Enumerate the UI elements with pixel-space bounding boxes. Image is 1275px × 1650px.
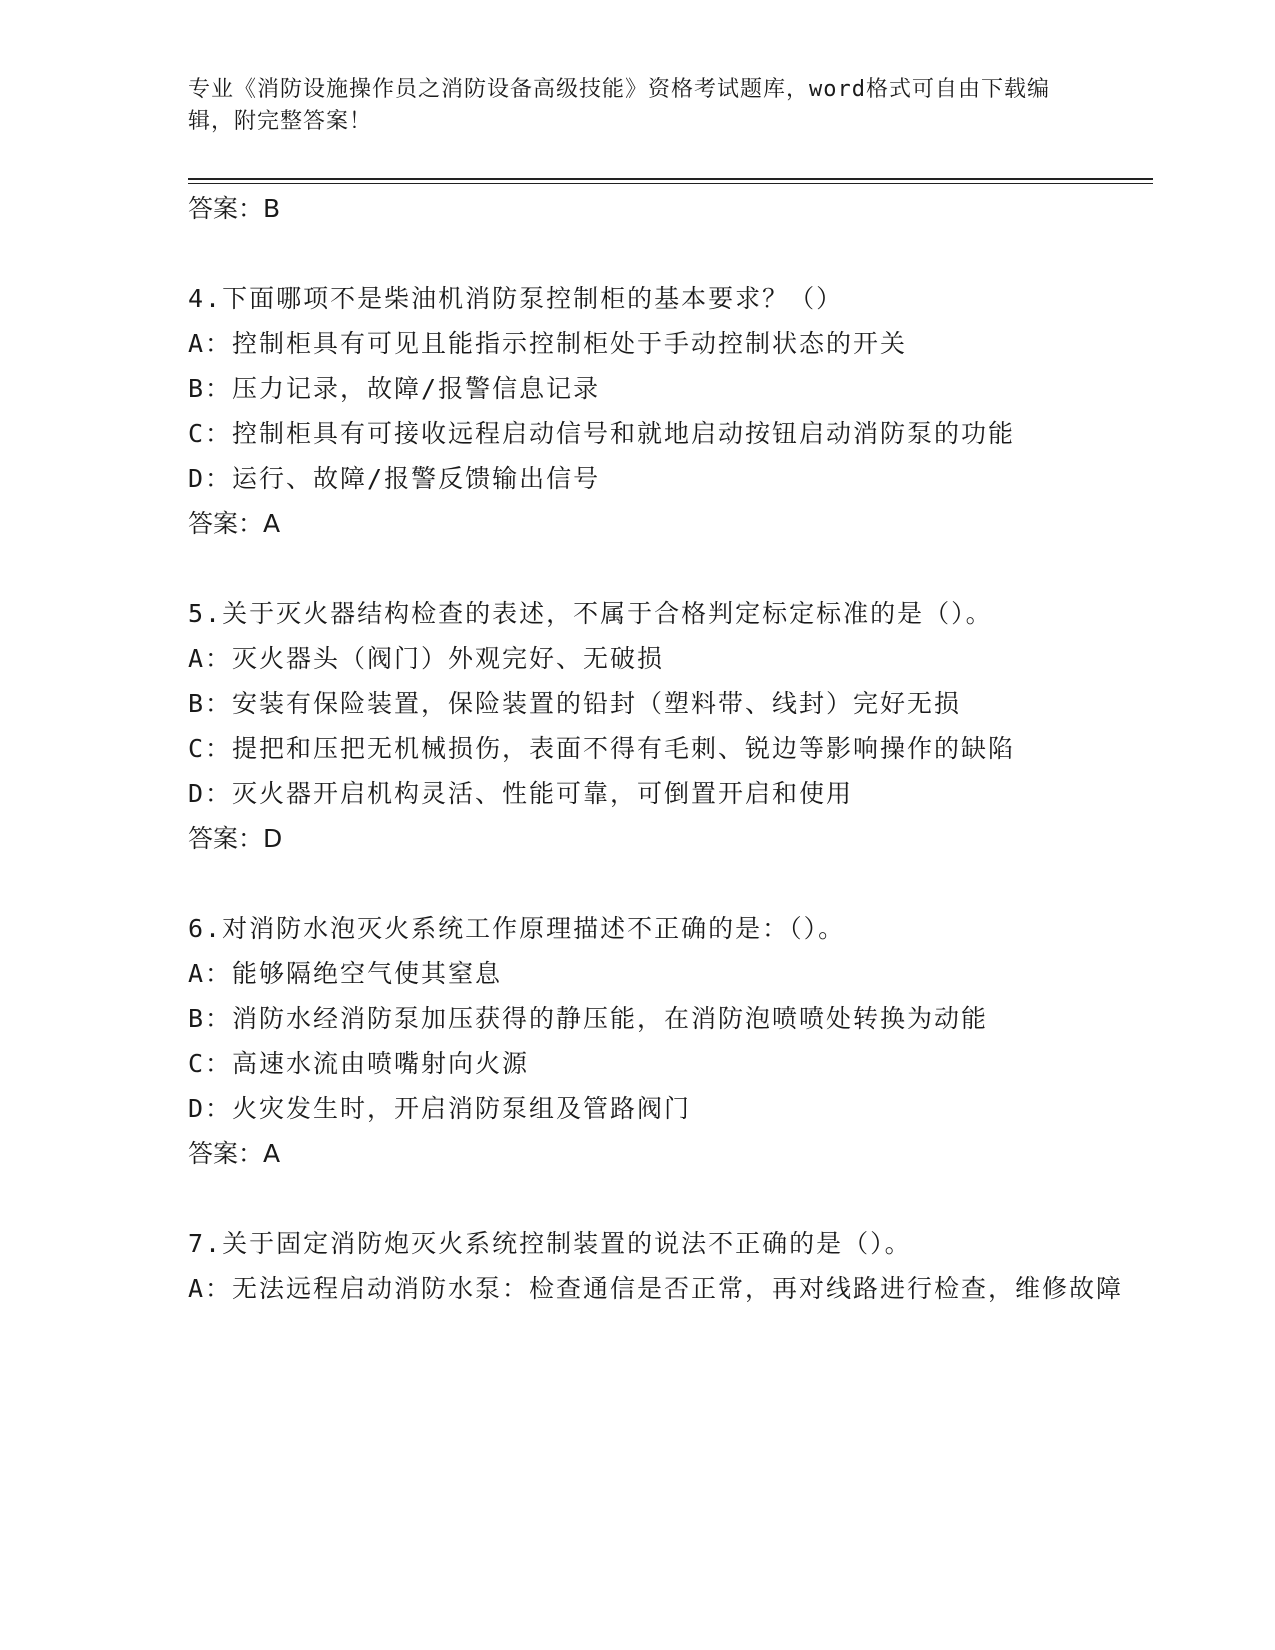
header-divider-thin: [188, 183, 1153, 184]
answer-line: 答案：A: [188, 1139, 281, 1168]
answer-line: 答案：B: [188, 194, 281, 223]
document-header: 专业《消防设施操作员之消防设备高级技能》资格考试题库，word格式可自由下载编辑，附完整答案！: [188, 77, 1050, 134]
option-c: C：高速水流由喷嘴射向火源: [188, 1049, 530, 1078]
option-b: B：消防水经消防泵加压获得的静压能，在消防泡喷喷处转换为动能: [188, 1004, 989, 1033]
option-d: D：运行、故障/报警反馈输出信号: [188, 464, 601, 493]
option-a: A：能够隔绝空气使其窒息: [188, 959, 503, 988]
option-a: A：无法远程启动消防水泵：检查通信是否正常，再对线路进行检查，维修故障: [188, 1274, 1124, 1303]
option-b: B：压力记录，故障/报警信息记录: [188, 374, 601, 403]
spacer: [188, 1176, 1148, 1221]
header-divider-thick: [188, 178, 1153, 180]
question-text: 4.下面哪项不是柴油机消防泵控制柜的基本要求？（）: [188, 284, 844, 313]
option-c: C：控制柜具有可接收远程启动信号和就地启动按钮启动消防泵的功能: [188, 419, 1016, 448]
option-a: A：控制柜具有可见且能指示控制柜处于手动控制状态的开关: [188, 329, 908, 358]
option-d: D：火灾发生时，开启消防泵组及管路阀门: [188, 1094, 692, 1123]
answer-line: 答案：A: [188, 509, 281, 538]
spacer: [188, 861, 1148, 906]
spacer: [188, 231, 1148, 276]
option-a: A：灭火器头（阀门）外观完好、无破损: [188, 644, 665, 673]
answer-line: 答案：D: [188, 824, 283, 853]
option-b: B：安装有保险装置，保险装置的铅封（塑料带、线封）完好无损: [188, 689, 962, 718]
option-d: D：灭火器开启机构灵活、性能可靠，可倒置开启和使用: [188, 779, 854, 808]
question-list: [188, 186, 1148, 1311]
question-text: 6.对消防水泡灭火系统工作原理描述不正确的是：（）。: [188, 914, 846, 943]
question-text: 5.关于灭火器结构检查的表述，不属于合格判定标定标准的是（）。: [188, 599, 993, 628]
option-c: C：提把和压把无机械损伤，表面不得有毛刺、锐边等影响操作的缺陷: [188, 734, 1016, 763]
question-text: 7.关于固定消防炮灭火系统控制装置的说法不正确的是（）。: [188, 1229, 912, 1258]
spacer: [188, 546, 1148, 591]
